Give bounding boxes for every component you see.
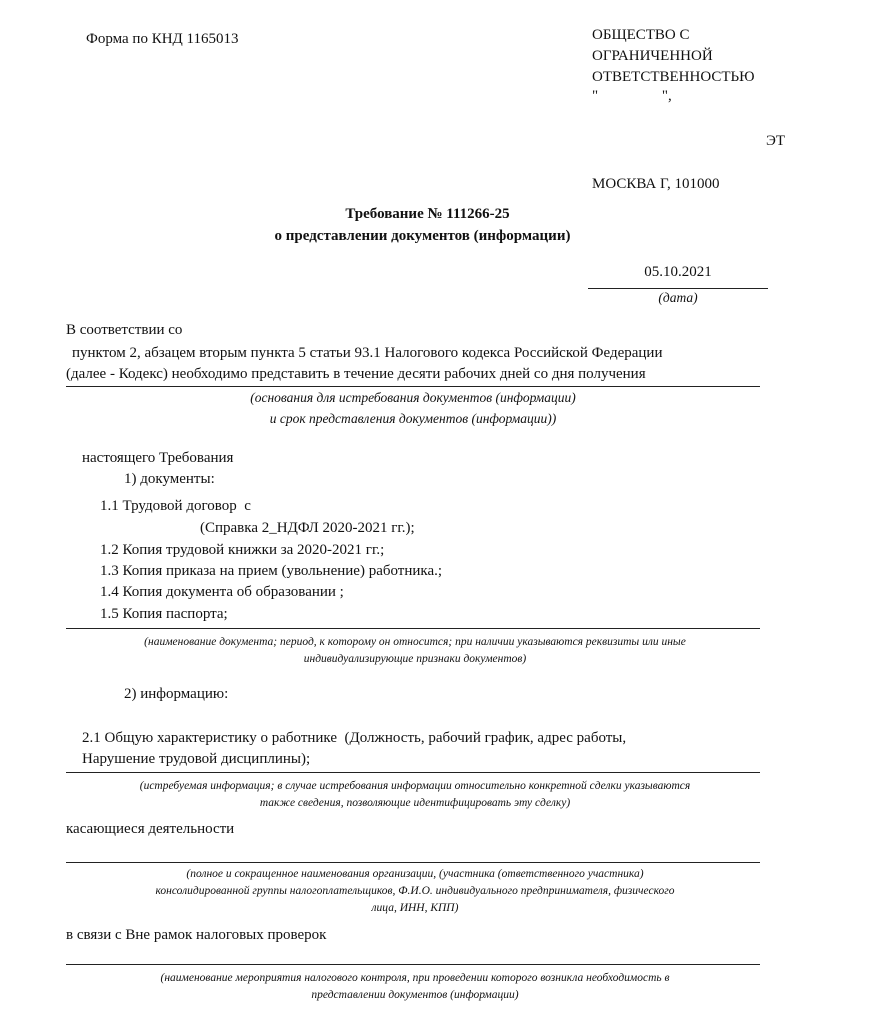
- concerning-underline: [66, 862, 760, 863]
- information-caption: (истребуемая информация; в случае истребования информации относительно конкретной сделки указываются: [139, 780, 691, 792]
- list-item: 1.4 Копия документа об образовании ;: [100, 584, 344, 600]
- documents-underline: [66, 628, 760, 629]
- concerning-caption: консолидированной группы налогоплательщиков, Ф.И.О. индивидуального предпринимателя, физического: [155, 885, 675, 897]
- basis-underline: [66, 386, 760, 387]
- information-item: Нарушение трудовой дисциплины);: [82, 751, 311, 767]
- basis-line: (далее - Кодекс) необходимо представить в течение десяти рабочих дней со дня получения: [66, 366, 646, 382]
- form-code: Форма по КНД 1165013: [86, 31, 239, 47]
- document-title: [0, 206, 875, 223]
- documents-caption: (наименование документа; период, к которому он относится; при наличии указываются реквизиты или иные: [144, 636, 686, 648]
- list-item: 1.5 Копия паспорта;: [100, 606, 228, 622]
- basis-caption: и срок представления документов (информации)): [269, 411, 557, 426]
- information-caption: также сведения, позволяющие идентифицировать эту сделку): [259, 797, 571, 809]
- connection-caption: представлении документов (информации): [311, 989, 519, 1001]
- basis-line: В соответствии со: [66, 322, 183, 338]
- list-item: 1.1 Трудовой договор с: [100, 498, 251, 514]
- addressee-line: ОБЩЕСТВО С: [592, 27, 690, 43]
- list-item: 1.2 Копия трудовой книжки за 2020-2021 гг.;: [100, 542, 385, 558]
- information-item: 2.1 Общую характеристику о работнике (Должность, рабочий график, адрес работы,: [82, 730, 627, 746]
- addressee-line: " ",: [592, 88, 672, 104]
- connection-underline: [66, 964, 760, 965]
- basis-line: пунктом 2, абзацем вторым пункта 5 статьи 93.1 Налогового кодекса Российской Федерации: [72, 345, 663, 361]
- documents-heading: 1) документы:: [124, 471, 215, 487]
- connection-label: в связи с Вне рамок налоговых проверок: [66, 927, 327, 943]
- information-underline: [66, 772, 760, 773]
- concerning-caption: (полное и сокращенное наименования организации, (участника (ответственного участника): [186, 868, 644, 880]
- addressee-line: ОГРАНИЧЕННОЙ: [592, 48, 713, 64]
- addressee-line: ЭТ: [766, 133, 786, 149]
- document-subtitle: [0, 228, 875, 245]
- addressee-city: МОСКВА Г, 101000: [592, 176, 720, 192]
- date-underline: [588, 288, 768, 289]
- concerning-label: касающиеся деятельности: [66, 821, 235, 837]
- information-heading: 2) информацию:: [124, 686, 229, 702]
- title-line: о представлении документов (информации): [274, 228, 571, 244]
- list-item: 1.3 Копия приказа на прием (увольнение) работника.;: [100, 563, 443, 579]
- concerning-caption: лица, ИНН, КПП): [371, 902, 459, 914]
- documents-intro: настоящего Требования: [82, 450, 234, 466]
- addressee-line: ОТВЕТСТВЕННОСТЬЮ: [592, 69, 755, 85]
- date-value: 05.10.2021: [644, 264, 712, 280]
- title-line: Требование № 111266-25: [345, 206, 510, 222]
- connection-caption: (наименование мероприятия налогового контроля, при проведении которого возникла необходимость в: [160, 972, 670, 984]
- documents-caption: индивидуализирующие признаки документов): [303, 653, 527, 665]
- basis-caption: (основания для истребования документов (информации): [250, 390, 576, 405]
- list-item: (Справка 2_НДФЛ 2020-2021 гг.);: [200, 520, 415, 536]
- date-caption: (дата): [658, 290, 698, 305]
